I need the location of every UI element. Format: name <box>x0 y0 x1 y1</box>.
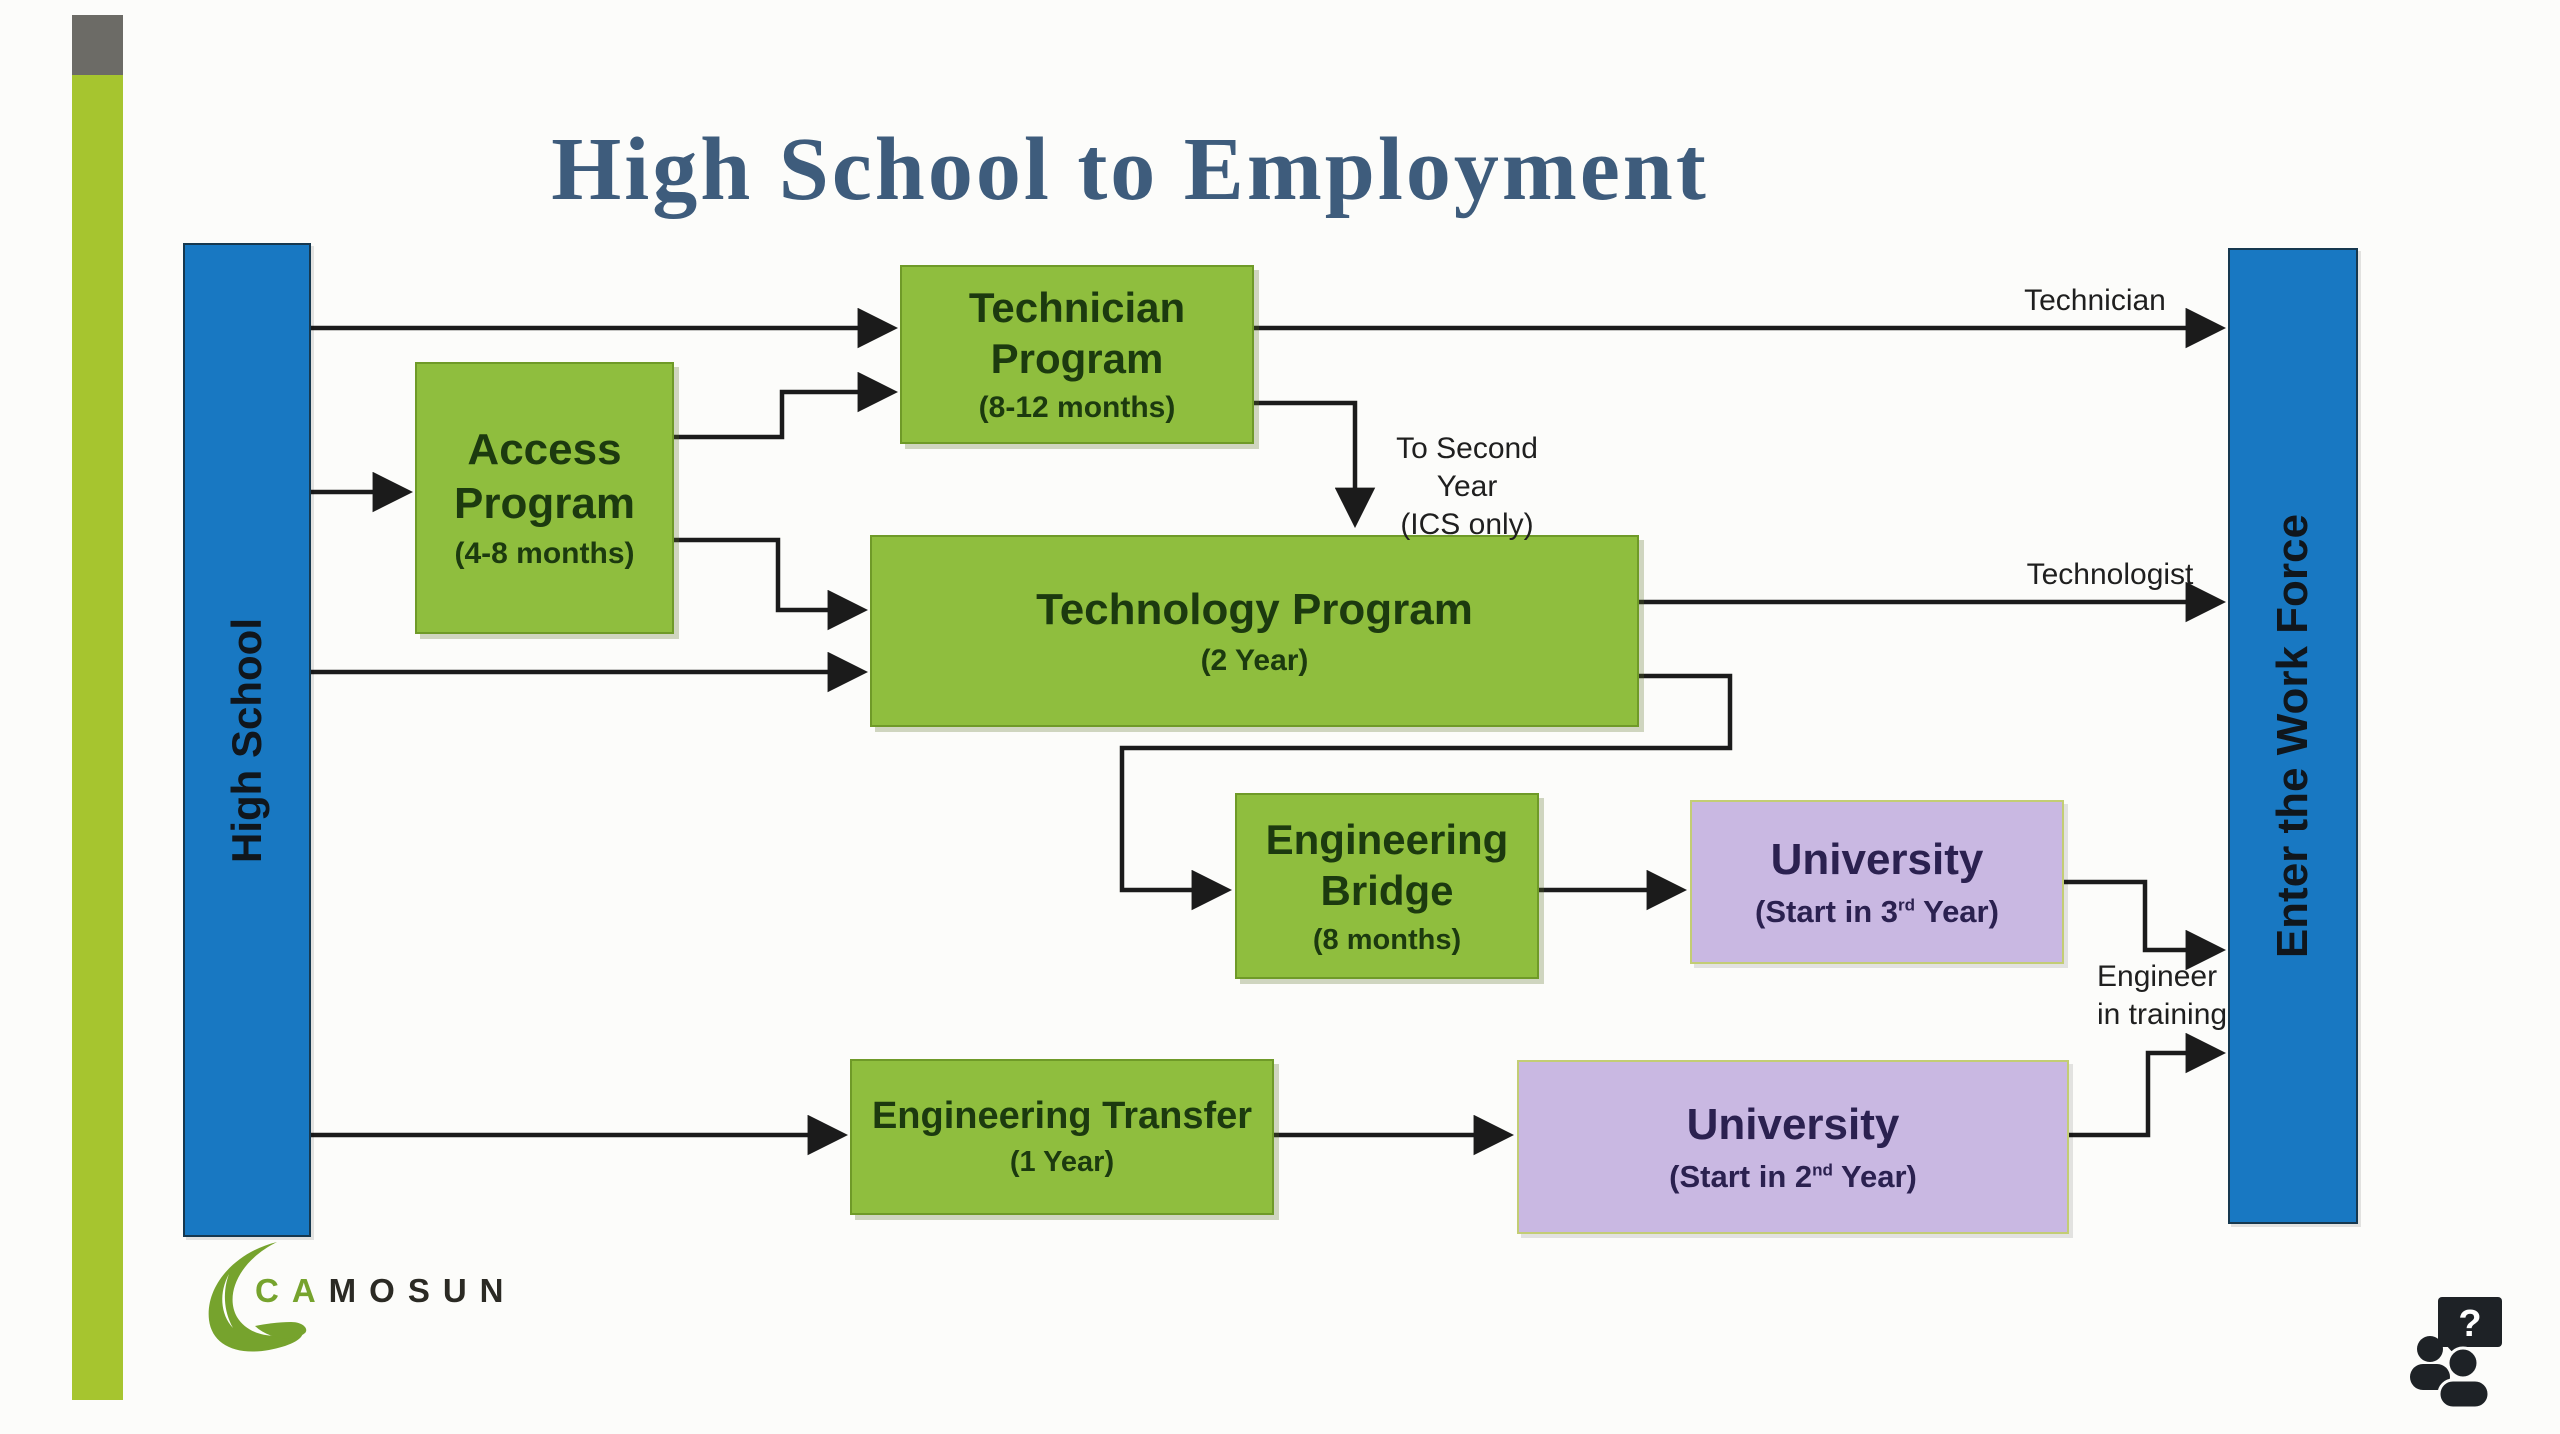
university-second-year-subtitle: (Start in 2nd Year) <box>1669 1158 1917 1194</box>
engineering-bridge-node <box>1235 793 1539 979</box>
technology-program-title: Technology Program <box>1036 584 1473 634</box>
engineering-bridge-title-line2: Bridge <box>1320 867 1454 915</box>
university-third-year-node <box>1690 800 2064 964</box>
university-second-year-title: University <box>1686 1100 1900 1150</box>
question-mark: ? <box>2458 1303 2482 1345</box>
engineering-transfer-node <box>850 1059 1274 1215</box>
enter-work-force-bar-label: Enter the Work Force <box>2268 513 2317 959</box>
connector-access-to-technician <box>670 392 892 437</box>
technician-program-title-line2: Program <box>990 335 1164 383</box>
high-school-bar-label: High School <box>223 617 270 863</box>
left-accent-rail-cap <box>72 15 123 75</box>
connector-technician-to-technology-second-year <box>1250 403 1355 522</box>
left-accent-rail <box>72 15 123 1400</box>
technology-program-node <box>870 535 1639 727</box>
technician-program-title-line1: Technician <box>968 283 1186 331</box>
to-second-year-label-line1: To Second Year <box>1396 432 1538 503</box>
connector-access-to-technology <box>670 540 862 610</box>
engineering-transfer-duration: (1 Year) <box>1009 1146 1115 1179</box>
university-third-year-subtitle: (Start in 3rd Year) <box>1755 893 1999 929</box>
to-second-year-label-line2: (ICS only) <box>1400 508 1534 541</box>
enter-work-force-bar <box>2228 248 2358 1224</box>
university-third-year-title: University <box>1770 835 1984 885</box>
technology-program-duration: (2 Year) <box>1200 643 1309 677</box>
camosun-logo <box>195 1238 525 1360</box>
to-second-year-label <box>1362 430 1572 544</box>
camosun-wordmark-dark: MOSUN <box>328 1272 517 1309</box>
camosun-wordmark-green: CA <box>255 1272 329 1309</box>
engineer-in-training-label <box>2097 958 2277 1034</box>
technologist-outcome-label: Technologist <box>2026 558 2194 591</box>
technician-program-duration: (8-12 months) <box>978 391 1176 425</box>
high-school-bar <box>183 243 311 1237</box>
access-program-title-line1: Access <box>467 425 622 475</box>
help-people-question-icon[interactable] <box>2408 1293 2514 1409</box>
connector-university3-to-workforce <box>2060 882 2220 950</box>
engineering-bridge-title-line1: Engineering <box>1265 816 1509 864</box>
access-program-title-line2: Program <box>454 478 635 528</box>
ordinal-superscript: nd <box>1812 1160 1833 1180</box>
engineering-transfer-title: Engineering Transfer <box>871 1095 1253 1138</box>
engineer-in-training-label-line1: Engineer <box>2097 960 2218 993</box>
connector-university2-to-workforce <box>2065 1053 2220 1135</box>
access-program-node <box>415 362 674 634</box>
technician-outcome-label: Technician <box>2024 284 2166 317</box>
engineer-in-training-label-line2: in training <box>2097 998 2228 1031</box>
engineering-bridge-duration: (8 months) <box>1312 923 1462 956</box>
technician-program-node <box>900 265 1254 444</box>
ordinal-superscript: rd <box>1898 895 1916 915</box>
camosun-wordmark <box>255 1272 517 1310</box>
access-program-duration: (4-8 months) <box>454 537 635 571</box>
university-second-year-node <box>1517 1060 2069 1234</box>
page-title: High School to Employment <box>551 120 1709 220</box>
